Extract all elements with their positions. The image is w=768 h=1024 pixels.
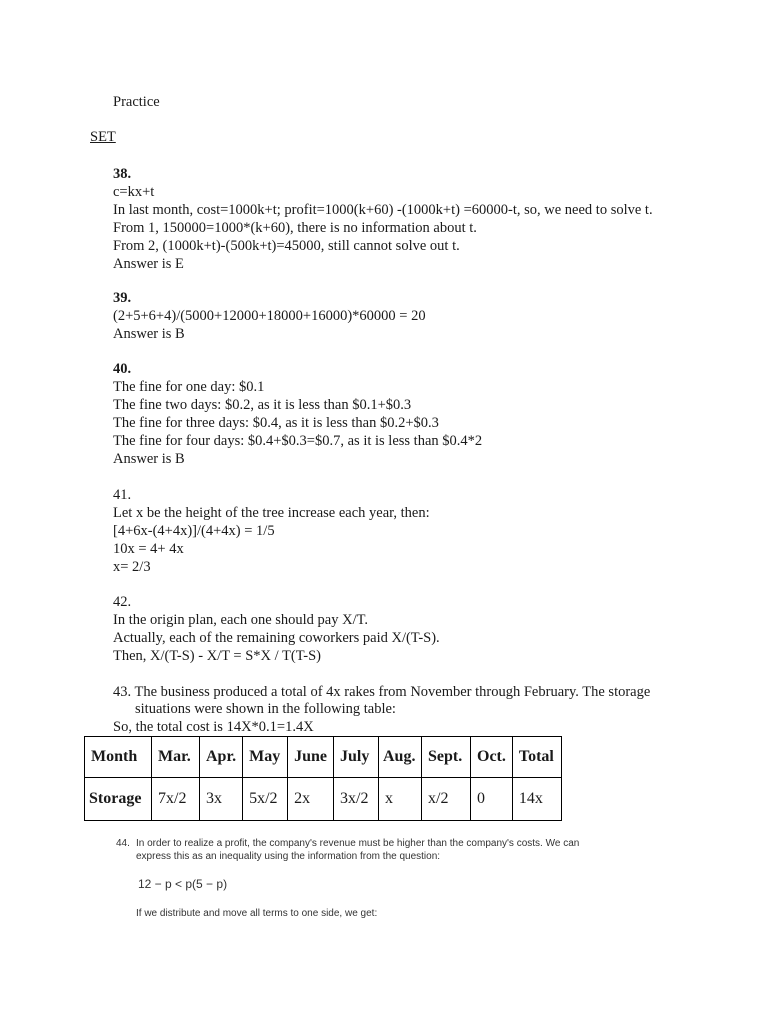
- table-cell: 7x/2: [152, 778, 200, 821]
- table-header-cell: May: [243, 737, 288, 778]
- solution-line: From 2, (1000k+t)-(500k+t)=45000, still cannot solve out t.: [113, 238, 460, 254]
- solution-line: Then, X/(T-S) - X/T = S*X / T(T-S): [113, 648, 321, 664]
- question-text: express this as an inequality using the information from the question:: [136, 851, 441, 862]
- solution-line: The fine for four days: $0.4+$0.3=$0.7, as it is less than $0.4*2: [113, 433, 483, 449]
- table-header-cell: Oct.: [471, 737, 513, 778]
- table-cell: 0: [471, 778, 513, 821]
- inequality: 12 − p < p(5 − p): [138, 877, 228, 891]
- solution-line: The fine for three days: $0.4, as it is less than $0.2+$0.3: [113, 415, 439, 431]
- question-number: 38.: [113, 166, 132, 182]
- table-cell: 14x: [512, 778, 561, 821]
- question-number: 44.: [116, 838, 130, 849]
- question-text: If we distribute and move all terms to one side, we get:: [136, 908, 378, 919]
- question-number: 40.: [113, 361, 132, 377]
- table-header-cell: Mar.: [152, 737, 200, 778]
- question-number: 39.: [113, 290, 132, 306]
- table-row: [85, 778, 562, 821]
- question-text: In order to realize a profit, the company's revenue must be higher than the company's costs. We can: [136, 838, 580, 849]
- table-header-cell: June: [288, 737, 334, 778]
- solution-line: The fine for one day: $0.1: [113, 379, 265, 395]
- solution-line: Actually, each of the remaining coworkers paid X/(T-S).: [113, 630, 440, 646]
- question-text: 43. The business produced a total of 4x rakes from November through February. The storage: [113, 684, 651, 700]
- solution-line: Let x be the height of the tree increase each year, then:: [113, 505, 430, 521]
- solution-line: (2+5+6+4)/(5000+12000+18000+16000)*60000 = 20: [113, 308, 426, 324]
- table-header-cell: July: [334, 737, 379, 778]
- answer-line: Answer is E: [113, 256, 184, 272]
- set-heading: SET: [90, 129, 116, 145]
- solution-line: So, the total cost is 14X*0.1=1.4X: [113, 719, 314, 735]
- table-cell: 2x: [288, 778, 334, 821]
- solution-line: From 1, 150000=1000*(k+60), there is no information about t.: [113, 220, 477, 236]
- table-header-cell: Aug.: [379, 737, 422, 778]
- solution-line: In the origin plan, each one should pay X/T.: [113, 612, 369, 628]
- solution-line: x= 2/3: [113, 559, 151, 575]
- table-cell: x: [379, 778, 422, 821]
- table-cell: x/2: [422, 778, 471, 821]
- table-header-cell: Total: [512, 737, 561, 778]
- storage-table: [84, 736, 562, 821]
- question-number: 41.: [113, 487, 132, 503]
- solution-line: In last month, cost=1000k+t; profit=1000(k+60) -(1000k+t) =60000-t, so, we need to solve t.: [113, 202, 653, 218]
- solution-line: 10x = 4+ 4x: [113, 541, 184, 557]
- question-number: 42.: [113, 594, 132, 610]
- answer-line: Answer is B: [113, 326, 185, 342]
- table-header-cell: Month: [85, 737, 152, 778]
- table-cell: 3x/2: [334, 778, 379, 821]
- table-header-cell: Apr.: [200, 737, 243, 778]
- solution-line: [4+6x-(4+4x)]/(4+4x) = 1/5: [113, 523, 275, 539]
- table-cell: 3x: [200, 778, 243, 821]
- solution-line: The fine two days: $0.2, as it is less than $0.1+$0.3: [113, 397, 412, 413]
- table-header-cell: Sept.: [422, 737, 471, 778]
- question-text: situations were shown in the following table:: [135, 701, 396, 717]
- table-header-row: [85, 737, 562, 778]
- practice-heading: Practice: [113, 94, 160, 110]
- table-cell: 5x/2: [243, 778, 288, 821]
- table-row-label: Storage: [85, 778, 152, 821]
- solution-line: c=kx+t: [113, 184, 155, 200]
- answer-line: Answer is B: [113, 451, 185, 467]
